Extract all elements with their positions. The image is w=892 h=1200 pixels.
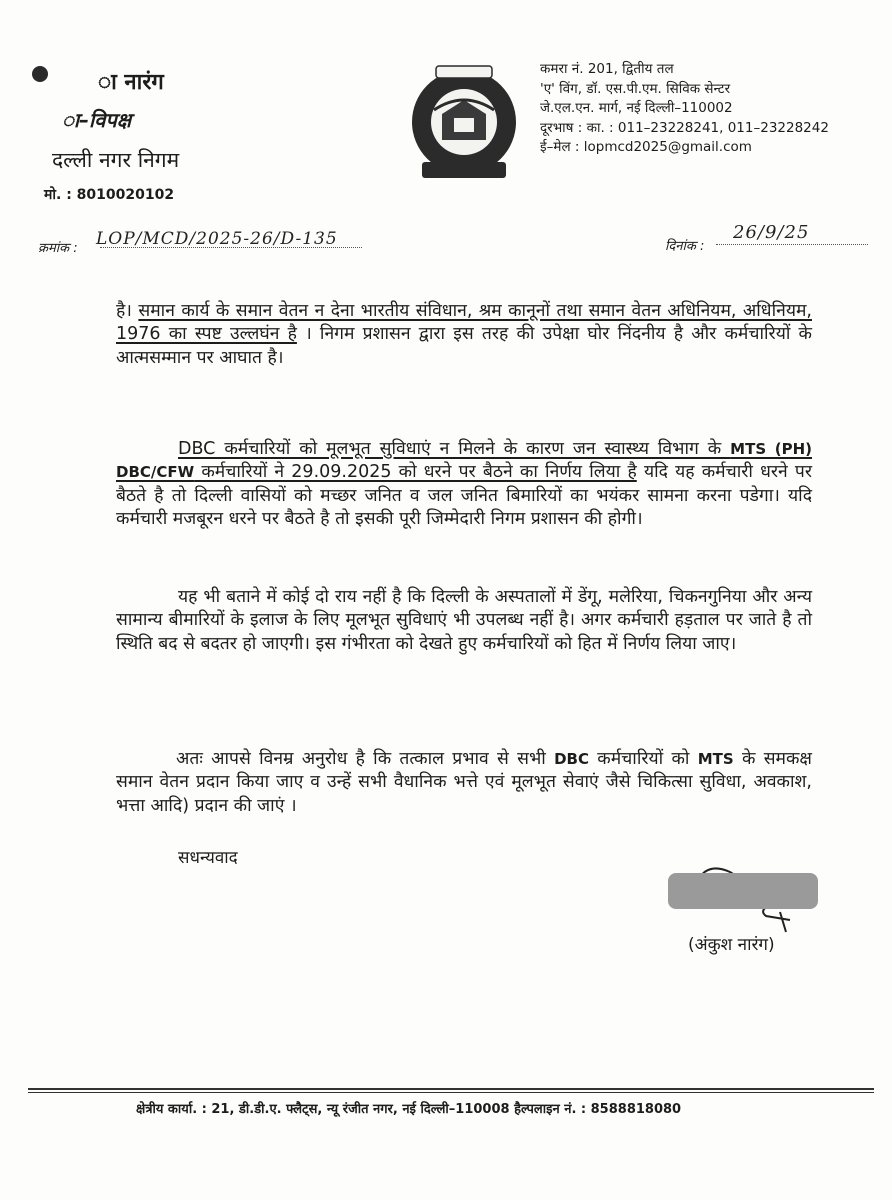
address-line-3: जे.एल.एन. मार्ग, नई दिल्ली–110002 bbox=[540, 100, 733, 116]
reference-dotted-line bbox=[100, 247, 362, 248]
p4-e: के समकक्ष समान वेतन प्रदान किया जाए व उन्हें सभी वैधानिक भत्ते एवं मूलभूत सेवाएं जैसे चिकित्सा सुविधा, अवकाश, भत्ता आदि) प्रदान की जाएं । bbox=[116, 749, 812, 816]
reference-number: LOP/MCD/2025-26/D-135 bbox=[96, 229, 338, 249]
paragraph-3 bbox=[116, 586, 812, 656]
office-address bbox=[540, 60, 829, 158]
paragraph-2 bbox=[116, 438, 812, 532]
paragraph-1 bbox=[116, 300, 812, 370]
p4-c: कर्मचारियों को bbox=[589, 749, 698, 769]
date-dotted-line bbox=[716, 244, 868, 245]
footer-address: क्षेत्रीय कार्या. : 21, डी.डी.ए. फ्लैट्स, न्यू रंजीत नगर, नई दिल्ली–110008 हैल्पलाइन नं. : 8588818080 bbox=[136, 1102, 682, 1117]
paragraph-4 bbox=[116, 748, 812, 818]
p1-rest: । निगम प्रशासन द्वारा इस तरह की उपेक्षा घोर निंदनीय है और कर्मचारियों के आत्मसम्मान पर आघात है। bbox=[116, 324, 812, 368]
address-line-2: 'ए' विंग, डॉ. एस.पी.एम. सिविक सेन्टर bbox=[540, 80, 731, 97]
signatory-name: (अंकुश नारंग) bbox=[688, 935, 775, 955]
footer-rule-thin bbox=[28, 1092, 874, 1093]
sender-designation: ा–विपक्ष bbox=[62, 108, 132, 132]
address-phone: दूरभाष : का. : 011–23228241, 011–23228242 bbox=[540, 119, 829, 136]
punch-hole bbox=[32, 66, 48, 82]
p4-d: MTS bbox=[697, 750, 734, 768]
p2-underlined-b: MTS (PH) DBC/CFW bbox=[116, 440, 812, 482]
signature-redaction bbox=[668, 873, 818, 909]
p2-rest: यदि यह कर्मचारी धरने पर बैठते है तो दिल्ली वासियों को मच्छर जनित व जल जनित बिमारियों का भयंकर सामना करना पडेगा। यदि कर्मचारी मजबूरन धरने पर बैठते है तो इसकी पूरी जिम्मेदारी निगम प्रशासन की होगी। bbox=[116, 462, 812, 530]
p3-text: यह भी बताने में कोई दो राय नहीं है कि दिल्ली के अस्पतालों में डेंगू, मलेरिया, चिकनगुनिया और अन्य सामान्य बीमारियों के इलाज के लिए मूलभूत सुविधाएं भी उपलब्ध नहीं है। अगर कर्मचारी हड़ताल पर जाते है तो स्थिति बद से बदतर हो जाएगी। इस गंभीरता को देखते हुए कर्मचारियों को हित में निर्णय लिया जाए। bbox=[116, 587, 812, 654]
sender-organization: दल्ली नगर निगम bbox=[52, 148, 180, 172]
sender-name: ा नारंग bbox=[98, 70, 164, 95]
mcd-emblem-logo bbox=[402, 62, 526, 186]
p1-lead: है। bbox=[116, 301, 132, 321]
letter-date: 26/9/25 bbox=[733, 222, 810, 243]
date-label: दिनांक : bbox=[665, 239, 705, 254]
p4-b: DBC bbox=[554, 750, 589, 768]
reference-label: क्रमांक : bbox=[38, 241, 78, 256]
address-line-1: कमरा नं. 201, द्वितीय तल bbox=[540, 61, 674, 77]
address-email: ई–मेल : lopmcd2025@gmail.com bbox=[540, 139, 752, 155]
p2-underlined-a: DBC कर्मचारियों को मूलभूत सुविधाएं न मिलने के कारण जन स्वास्थ्य विभाग के bbox=[178, 439, 731, 459]
closing: सधन्यवाद bbox=[178, 848, 238, 868]
sender-mobile: मो. : 8010020102 bbox=[44, 187, 175, 203]
p2-underlined-c: कर्मचारियों ने 29.09.2025 को धरने पर बैठने का निर्णय लिया है bbox=[194, 462, 637, 483]
footer-rule bbox=[28, 1088, 874, 1090]
p1-underlined: समान कार्य के समान वेतन न देना भारतीय संविधान, श्रम कानूनों तथा समान वेतन अधिनियम, अधिनियम, 1976 का स्पष्ट उल्लघंन है bbox=[116, 301, 812, 345]
p4-a: अतः आपसे विनम्र अनुरोध है कि तत्काल प्रभाव से सभी bbox=[176, 749, 555, 769]
